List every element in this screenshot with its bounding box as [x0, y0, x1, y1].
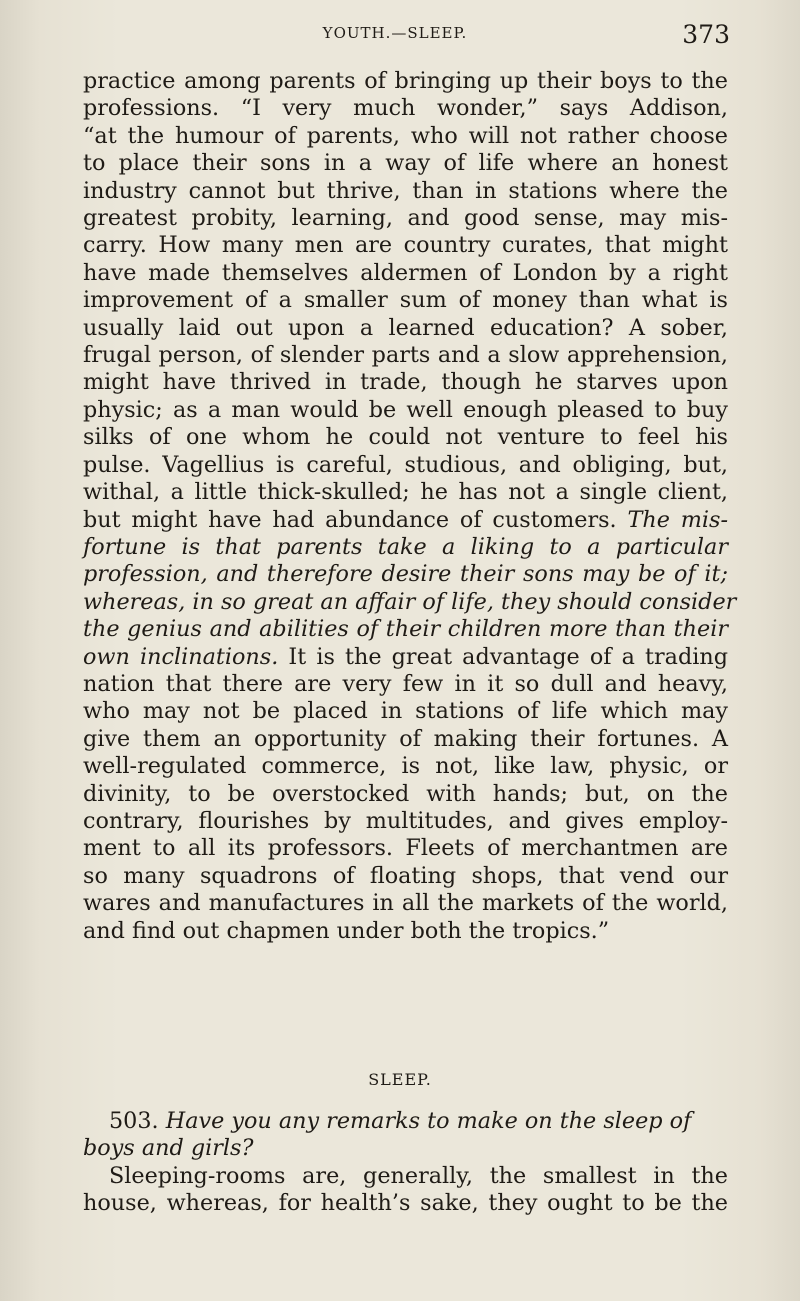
text-line: professions. “I very much wonder,” says Addison, — [83, 95, 728, 122]
text-line-mixed — [83, 644, 728, 671]
text-line: industry cannot but thrive, than in stations where the — [83, 177, 728, 204]
italic-line — [83, 588, 737, 616]
answer-line: Sleeping-rooms are, generally, the smallest in the — [109, 1163, 728, 1189]
answer-block — [83, 1163, 728, 1218]
running-head: YOUTH.—SLEEP. — [322, 24, 468, 42]
text-line: “at the humour of parents, who will not rather choose — [83, 122, 728, 149]
text-segment: It is the great advantage of a trading — [288, 643, 728, 670]
question-number: 503. — [109, 1108, 159, 1134]
text-line: usually laid out upon a learned education? A sober, — [83, 314, 728, 341]
text-line: wares and manufactures in all the markets of the world, — [83, 890, 728, 917]
italic-segment: the genius and abilities of their children more than their — [83, 616, 728, 643]
text-line: who may not be placed in stations of life which may — [83, 698, 728, 725]
answer-line: house, whereas, for health’s sake, they ought to be the — [83, 1190, 728, 1217]
main-paragraph — [83, 68, 737, 945]
page-header — [60, 20, 730, 54]
text-line: nation that there are very few in it so dull and heavy, — [83, 670, 728, 697]
text-line: pulse. Vagellius is careful, studious, and obliging, but, — [83, 451, 728, 478]
text-line-mixed — [83, 507, 728, 534]
italic-segment: profession, and therefore desire their sons may be of it; — [83, 561, 728, 588]
italic-line — [83, 534, 728, 561]
text-line: frugal person, of slender parts and a slow apprehension, — [83, 342, 728, 369]
text-line: withal, a little thick-skulled; he has not a single client, — [83, 479, 728, 506]
question-text: boys and girls? — [83, 1135, 254, 1162]
text-line: give them an opportunity of making their fortunes. A — [83, 725, 728, 752]
italic-segment: whereas, in so great an affair of life, they should consider — [83, 588, 737, 615]
text-line: improvement of a smaller sum of money than what is — [83, 287, 728, 314]
text-line: silks of one whom he could not venture to feel his — [83, 424, 728, 451]
italic-segment: own inclinations. — [83, 643, 279, 670]
text-line: well-regulated commerce, is not, like law, physic, or — [83, 753, 728, 780]
text-line: divinity, to be overstocked with hands; but, on the — [83, 780, 728, 807]
question-line — [83, 1135, 728, 1162]
italic-segment: The mis- — [627, 506, 728, 533]
question-text: Have you any remarks to make on the sleep of — [165, 1108, 692, 1134]
italic-line — [83, 561, 728, 588]
italic-segment: fortune is that parents take a liking to a particular — [83, 533, 728, 560]
text-line: to place their sons in a way of life where an honest — [83, 150, 728, 177]
question-block — [83, 1108, 728, 1163]
question-line — [83, 1108, 728, 1135]
text-line: physic; as a man would be well enough pleased to buy — [83, 396, 728, 423]
text-line: carry. How many men are country curates, that might — [83, 232, 728, 259]
page-number: 373 — [682, 20, 730, 49]
text-line: have made themselves aldermen of London by a right — [83, 259, 728, 286]
text-line: ment to all its professors. Fleets of merchantmen are — [83, 835, 728, 862]
text-line: might have thrived in trade, though he starves upon — [83, 369, 728, 396]
text-line: and find out chapmen under both the tropics.” — [83, 917, 610, 944]
text-line: so many squadrons of floating shops, that vend our — [83, 862, 728, 889]
text-line: practice among parents of bringing up their boys to the — [83, 68, 728, 94]
text-line: contrary, flourishes by multitudes, and gives employ- — [83, 807, 728, 834]
text-segment: but might have had abundance of customers. — [83, 506, 617, 533]
section-heading: SLEEP. — [368, 1070, 432, 1089]
italic-line — [83, 616, 728, 643]
text-line: greatest probity, learning, and good sense, may mis- — [83, 205, 728, 232]
